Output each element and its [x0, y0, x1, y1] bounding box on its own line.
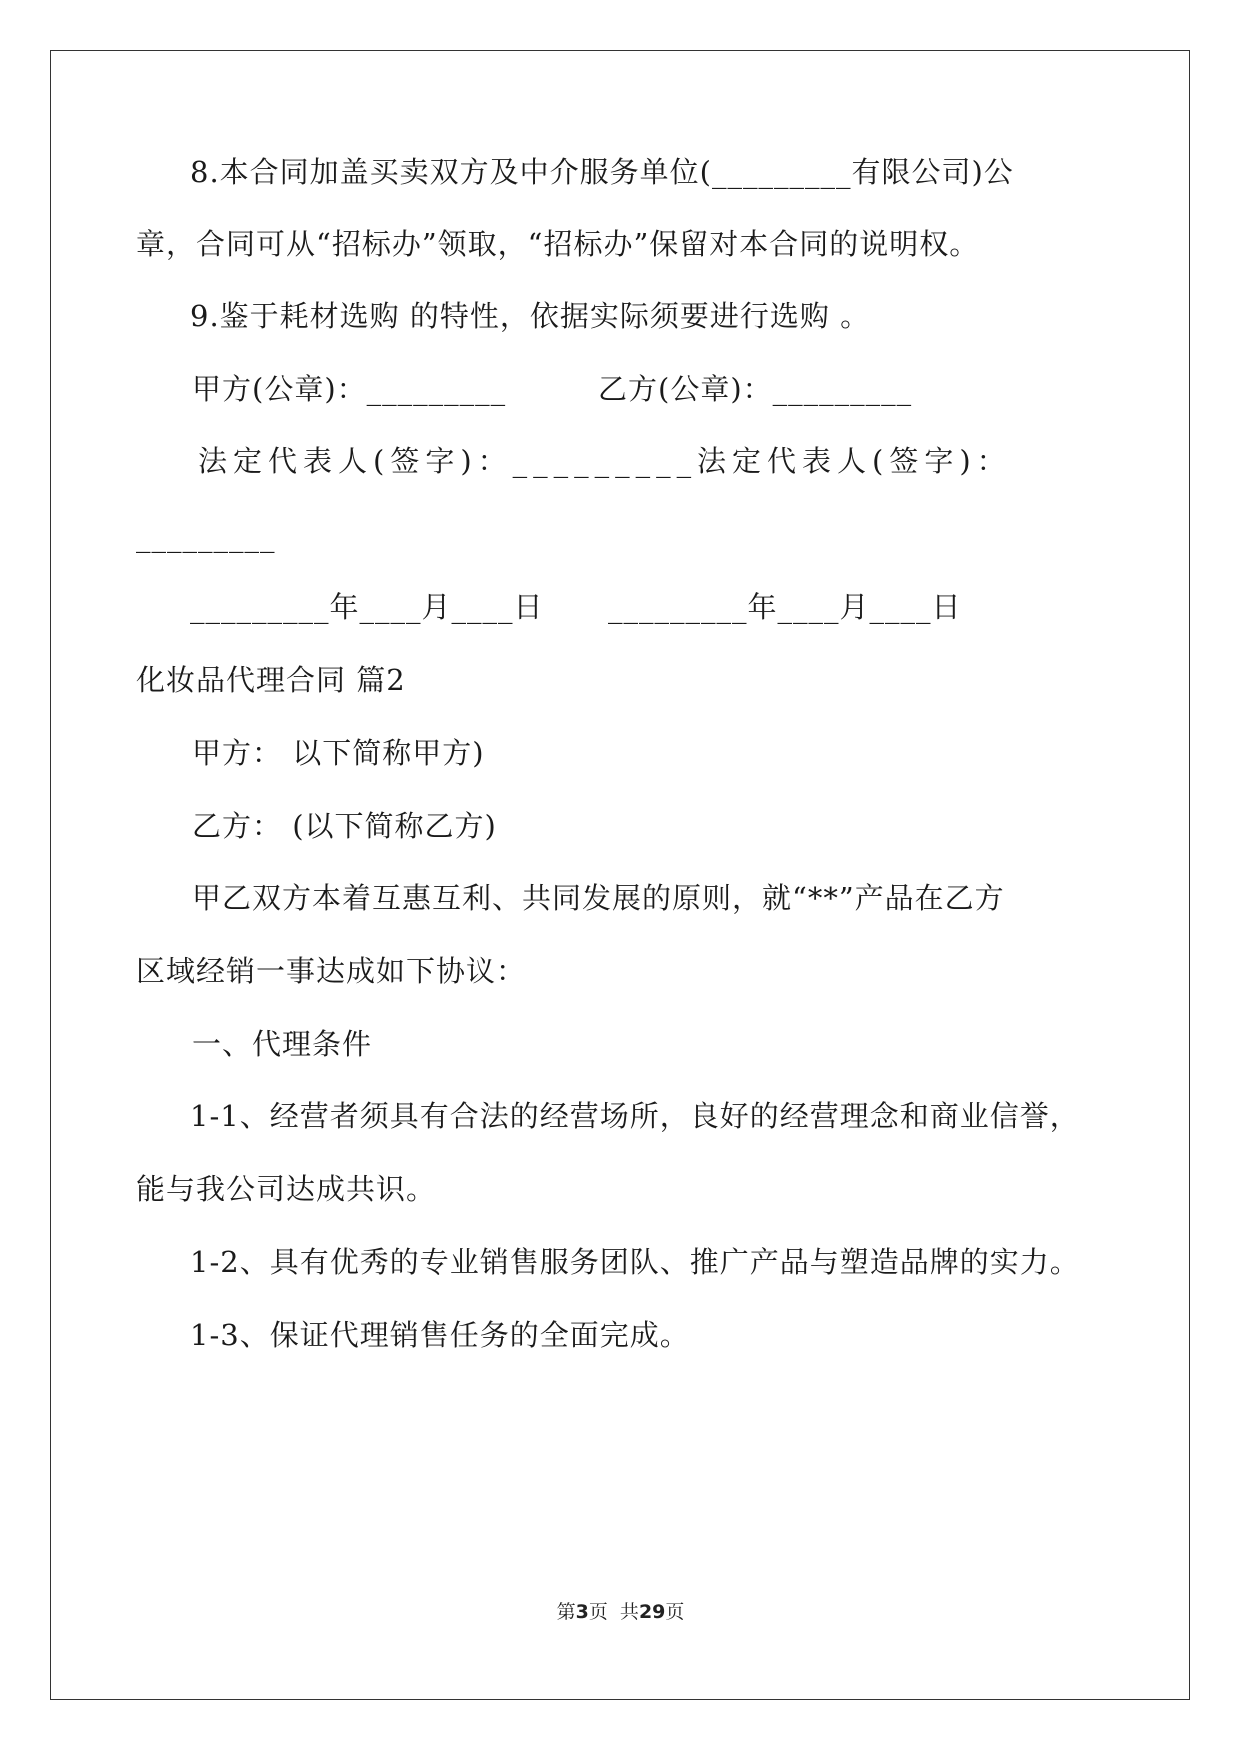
footer-prefix: 第: [556, 1601, 576, 1623]
party-b-date: _________年____月____日: [608, 590, 962, 624]
preamble-line-1: 甲乙双方本着互惠互利、共同发展的原则，就“**”产品在乙方: [192, 881, 1005, 915]
clause-8-line-1: 8.本合同加盖买卖双方及中介服务单位(_________有限公司)公: [190, 155, 1014, 189]
party-b-representative: 法定代表人(签字)：: [697, 444, 1012, 478]
clause-8-line-2: 章，合同可从“招标办”领取，“招标办”保留对本合同的说明权。: [136, 227, 980, 261]
current-page-number: 3: [575, 1601, 589, 1623]
footer-middle: 页 共: [588, 1601, 639, 1623]
heading-agency-conditions: 一、代理条件: [192, 1027, 373, 1061]
party-b-seal: 乙方(公章)：_________: [598, 372, 913, 406]
item-1-1-line-1: 1-1、经营者须具有合法的经营场所，良好的经营理念和商业信誉，: [190, 1099, 1080, 1133]
party-a-representative: 法定代表人(签字)：_________: [198, 444, 698, 478]
item-1-3: 1-3、保证代理销售任务的全面完成。: [190, 1318, 690, 1352]
party-b-representative-blank: _________: [136, 519, 276, 553]
item-1-2: 1-2、具有优秀的专业销售服务团队、推广产品与塑造品牌的实力。: [190, 1245, 1080, 1279]
page-footer: [0, 1600, 1241, 1624]
item-1-1-line-2: 能与我公司达成共识。: [136, 1172, 437, 1206]
section-title: 化妆品代理合同 篇2: [136, 663, 406, 697]
total-page-number: 29: [638, 1601, 666, 1623]
party-a-date: _________年____月____日: [190, 590, 544, 624]
party-a-intro: 甲方： 以下简称甲方): [192, 736, 485, 770]
party-a-seal: 甲方(公章)：_________: [192, 372, 507, 406]
clause-9: 9.鉴于耗材选购 的特性，依据实际须要进行选购 。: [190, 299, 871, 333]
preamble-line-2: 区域经销一事达成如下协议：: [136, 954, 527, 988]
footer-suffix: 页: [665, 1601, 685, 1623]
party-b-intro: 乙方： (以下简称乙方): [192, 809, 497, 843]
